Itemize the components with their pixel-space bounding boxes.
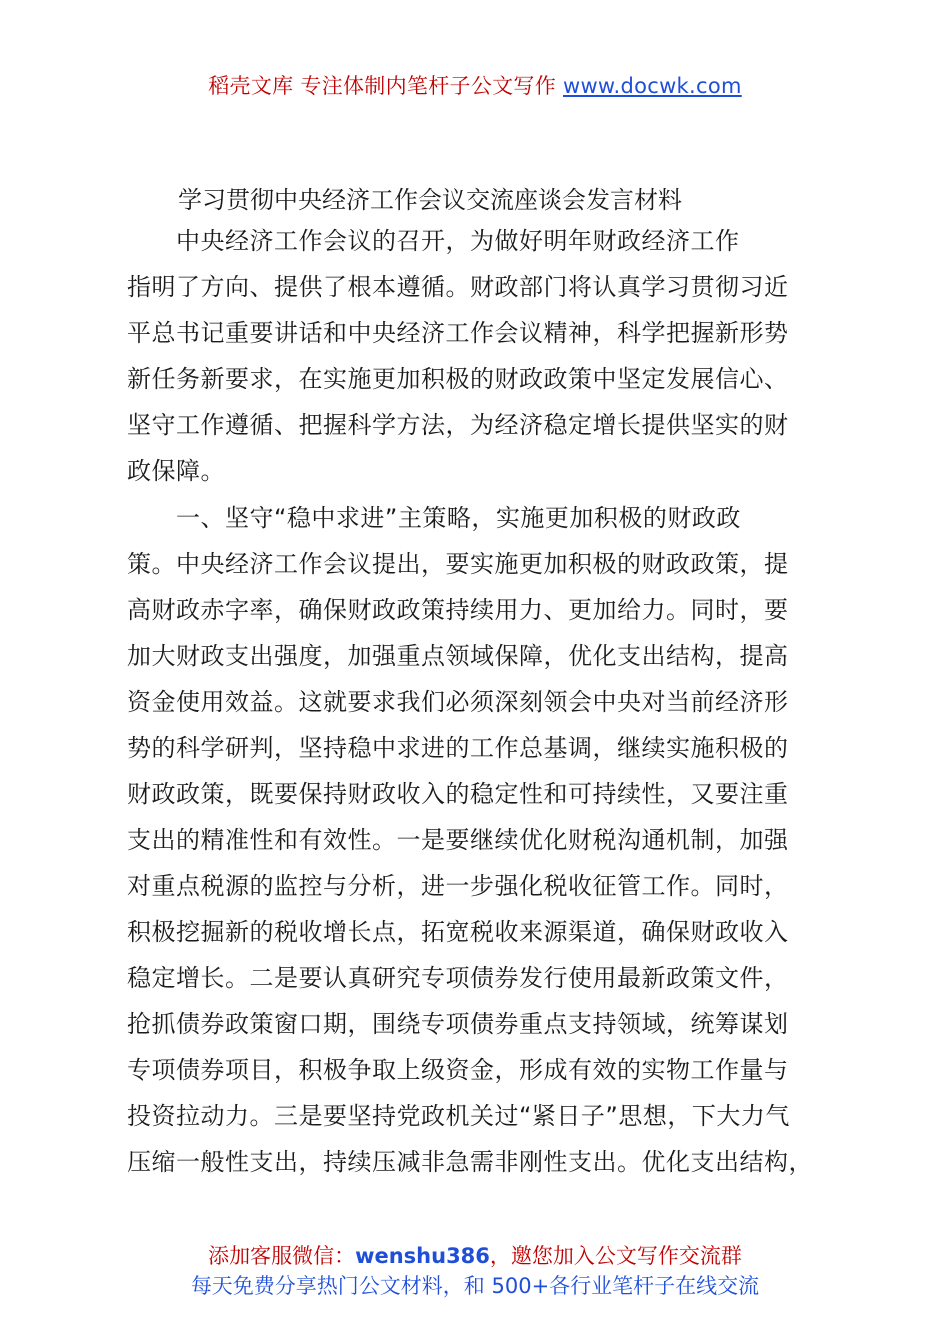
paragraph-line: 加大财政支出强度，加强重点领域保障，优化支出结构，提高 <box>127 642 789 670</box>
wechat-id: wenshu386 <box>355 1244 490 1268</box>
site-link[interactable]: www.docwk.com <box>562 74 742 98</box>
paragraph-line: 对重点税源的监控与分析，进一步强化税收征管工作。同时， <box>127 872 789 900</box>
paragraph-line: 坚守工作遵循、把握科学方法，为经济稳定增长提供坚实的财 <box>127 411 789 439</box>
paragraph-1 <box>127 218 827 494</box>
paragraph-line: 压缩一般性支出，持续压减非急需非刚性支出。优化支出结构， <box>127 1148 813 1176</box>
paragraph-line: 财政政策，既要保持财政收入的稳定性和可持续性，又要注重 <box>127 780 789 808</box>
paragraph-line: 新任务新要求，在实施更加积极的财政政策中坚定发展信心、 <box>127 365 789 393</box>
paragraph-line: 稳定增长。二是要认真研究专项债券发行使用最新政策文件， <box>127 964 789 992</box>
paragraph-line: 势的科学研判，坚持稳中求进的工作总基调，继续实施积极的 <box>127 734 789 762</box>
paragraph-line: 投资拉动力。三是要坚持党政机关过“紧日子”思想，下大力气 <box>127 1102 790 1130</box>
paragraph-line: 抢抓债券政策窗口期，围绕专项债券重点支持领域，统筹谋划 <box>127 1010 789 1038</box>
footer-prefix: 添加客服微信： <box>208 1244 356 1268</box>
footer-line-2: 每天免费分享热门公文材料，和 500+各行业笔杆子在线交流 <box>190 1274 760 1298</box>
paragraph-line: 政保障。 <box>127 457 225 485</box>
document-title: 学习贯彻中央经济工作会议交流座谈会发言材料 <box>178 186 682 214</box>
paragraph-line: 中央经济工作会议的召开，为做好明年财政经济工作 <box>127 227 740 255</box>
brand-text: 稻壳文库 专注体制内笔杆子公文写作 <box>208 74 563 98</box>
paragraph-line: 一、坚守“稳中求进”主策略，实施更加积极的财政政 <box>127 504 741 532</box>
footer-suffix: ，邀您加入公文写作交流群 <box>489 1244 742 1268</box>
paragraph-line: 资金使用效益。这就要求我们必须深刻领会中央对当前经济形 <box>127 688 789 716</box>
paragraph-2 <box>127 495 827 1185</box>
header-banner <box>0 70 950 100</box>
paragraph-line: 策。中央经济工作会议提出，要实施更加积极的财政政策，提 <box>127 550 789 578</box>
paragraph-line: 平总书记重要讲话和中央经济工作会议精神，科学把握新形势 <box>127 319 789 347</box>
footer-promo <box>0 1241 950 1301</box>
paragraph-line: 积极挖掘新的税收增长点，拓宽税收来源渠道，确保财政收入 <box>127 918 789 946</box>
footer-line-1 <box>0 1241 950 1271</box>
paragraph-line: 指明了方向、提供了根本遵循。财政部门将认真学习贯彻习近 <box>127 273 789 301</box>
paragraph-line: 支出的精准性和有效性。一是要继续优化财税沟通机制，加强 <box>127 826 789 854</box>
paragraph-line: 高财政赤字率，确保财政政策持续用力、更加给力。同时，要 <box>127 596 789 624</box>
paragraph-line: 专项债券项目，积极争取上级资金，形成有效的实物工作量与 <box>127 1056 789 1084</box>
